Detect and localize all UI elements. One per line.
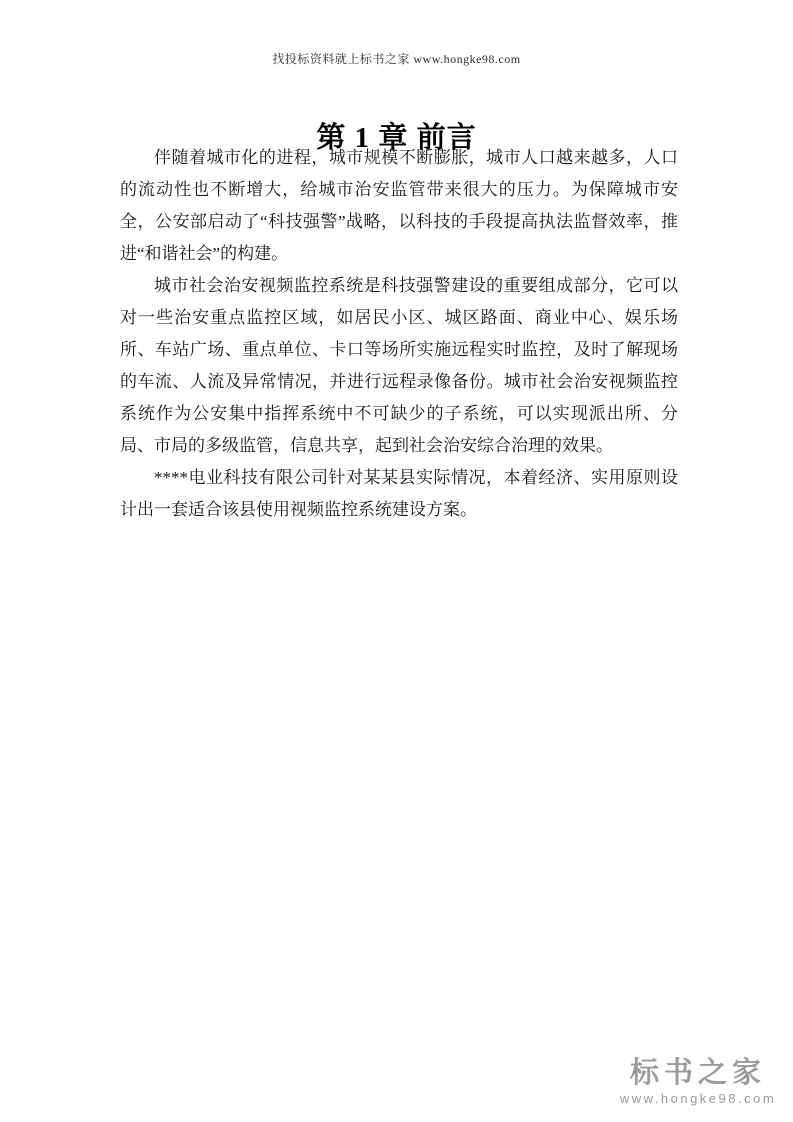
document-body xyxy=(120,142,678,526)
site-watermark xyxy=(608,1058,788,1106)
watermark-brand-logo: 标书之家 xyxy=(629,1057,766,1089)
chapter-title: 第 1 章 前言 xyxy=(316,122,477,155)
body-paragraph-3: ****电业科技有限公司针对某某县实际情况，本着经济、实用原则设计出一套适合该县使用视频监控系统建设方案。 xyxy=(120,468,678,519)
body-paragraph-2: 城市社会治安视频监控系统是科技强警建设的重要组成部分，它可以对一些治安重点监控区域，如居民小区、城区路面、商业中心、娱乐场所、车站广场、重点单位、卡口等场所实施远程实时监控，及时了解现场的车流、人流及异常情况，并进行远程录像备份。城市社会治安视频监控系统作为公安集中指挥系统中不可缺少的子系统，可以实现派出所、分局、市局的多级监管，信息共享，起到社会治安综合治理的效果。 xyxy=(120,276,678,455)
body-paragraph-1: 伴随着城市化的进程，城市规模不断膨胀，城市人口越来越多，人口的流动性也不断增大，给城市治安监管带来很大的压力。为保障城市安全，公安部启动了“科技强警”战略，以科技的手段提高执法监督效率，推进“和谐社会”的构建。 xyxy=(120,148,678,263)
page-header-text: 找投标资料就上标书之家 www.hongke98.com xyxy=(272,52,521,66)
watermark-url: www.hongke98.com xyxy=(619,1091,777,1106)
